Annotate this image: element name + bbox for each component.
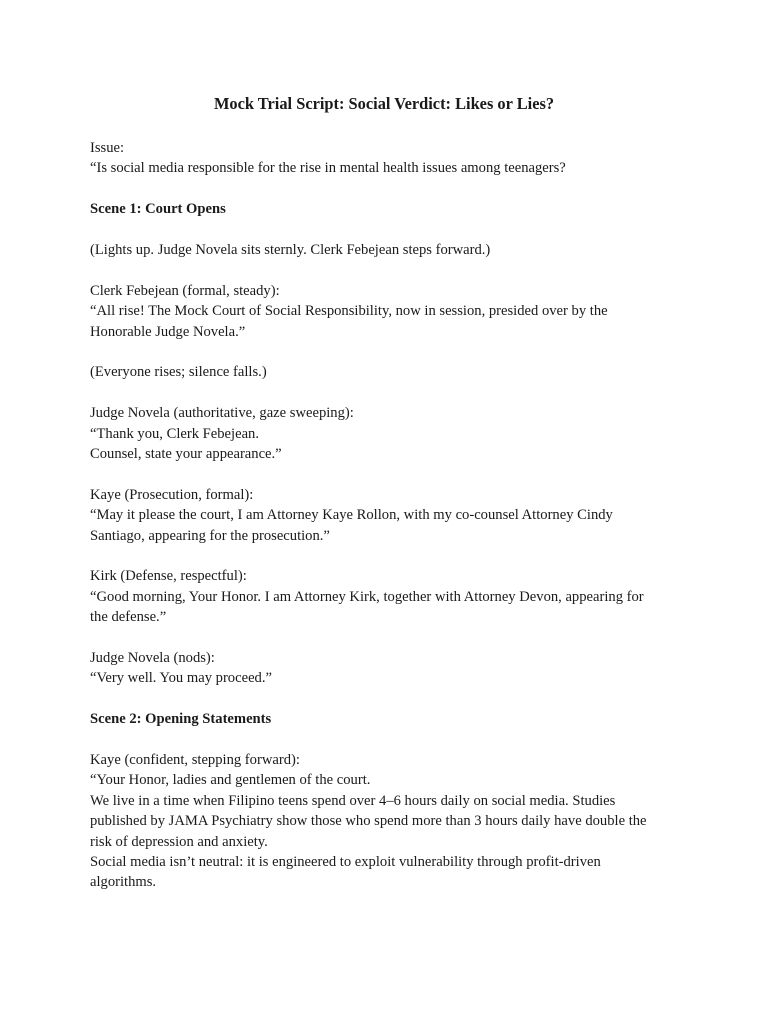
dialogue-line: “All rise! The Mock Court of Social Responsibility, now in session, presided over by the <box>90 303 608 320</box>
dialogue-line: algorithms. <box>90 874 157 891</box>
dialogue-line: “Very well. You may proceed.” <box>90 670 272 687</box>
page-title: Mock Trial Script: Social Verdict: Likes or Lies? <box>213 94 555 113</box>
stage-direction-text: (Lights up. Judge Novela sits sternly. Clerk Febejean steps forward.) <box>90 242 491 258</box>
speaker-kaye: Kaye (Prosecution, formal): <box>90 486 254 503</box>
dialogue-line: the defense.” <box>90 609 167 626</box>
dialogue-judge <box>90 648 690 689</box>
dialogue-kirk <box>90 566 690 627</box>
stage-direction-text: (Everyone rises; silence falls.) <box>90 364 267 381</box>
scene-2-heading: Scene 2: Opening Statements <box>90 711 272 728</box>
stage-direction <box>90 240 690 260</box>
dialogue-clerk <box>90 281 690 342</box>
dialogue-line: “Thank you, Clerk Febejean. <box>90 425 259 442</box>
dialogue-line: Social media isn’t neutral: it is engineered to exploit vulnerability through profit-driven <box>90 854 601 871</box>
script-body <box>90 138 690 913</box>
dialogue-line: published by JAMA Psychiatry show those who spend more than 3 hours daily have double the <box>90 813 647 830</box>
issue-label: Issue: <box>90 140 125 156</box>
speaker-judge: Judge Novela (nods): <box>90 650 215 667</box>
dialogue-line: Santiago, appearing for the prosecution.” <box>90 527 330 544</box>
scene-1-heading-block <box>90 199 690 219</box>
dialogue-line: Counsel, state your appearance.” <box>90 446 282 463</box>
stage-direction <box>90 362 690 382</box>
speaker-clerk: Clerk Febejean (formal, steady): <box>90 282 280 299</box>
dialogue-judge <box>90 403 690 464</box>
dialogue-line: risk of depression and anxiety. <box>90 833 268 850</box>
speaker-kaye: Kaye (confident, stepping forward): <box>90 752 300 769</box>
speaker-kirk: Kirk (Defense, respectful): <box>90 568 247 585</box>
scene-1-heading: Scene 1: Court Opens <box>90 201 226 218</box>
issue-block <box>90 138 690 179</box>
scene-2-heading-block <box>90 709 690 729</box>
dialogue-line: “Your Honor, ladies and gentlemen of the court. <box>90 772 371 789</box>
speaker-judge: Judge Novela (authoritative, gaze sweeping): <box>90 405 354 422</box>
dialogue-kaye <box>90 485 690 546</box>
dialogue-kaye <box>90 750 690 893</box>
dialogue-line: Honorable Judge Novela.” <box>90 323 246 340</box>
dialogue-line: “Good morning, Your Honor. I am Attorney Kirk, together with Attorney Devon, appearing for <box>90 588 644 605</box>
issue-question: “Is social media responsible for the rise in mental health issues among teenagers? <box>90 160 566 177</box>
dialogue-line: We live in a time when Filipino teens spend over 4–6 hours daily on social media. Studies <box>90 792 616 809</box>
dialogue-line: “May it please the court, I am Attorney Kaye Rollon, with my co-counsel Attorney Cindy <box>90 507 613 524</box>
